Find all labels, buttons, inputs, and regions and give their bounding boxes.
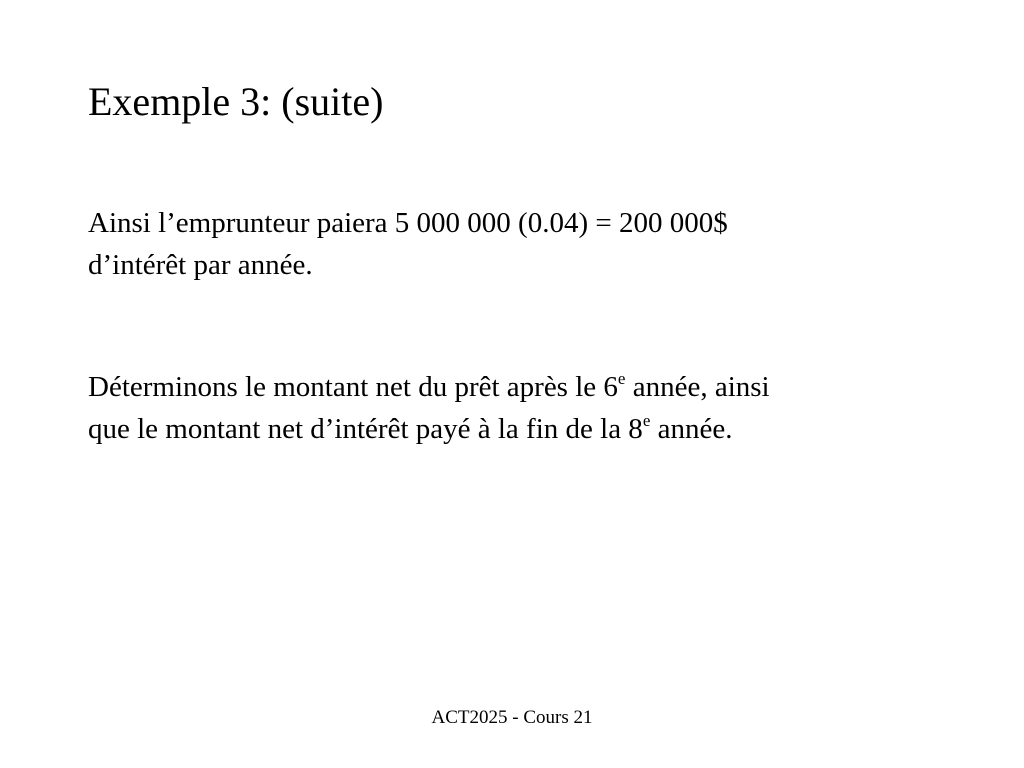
question-paragraph — [88, 366, 938, 450]
slide-footer: ACT2025 - Cours 21 — [431, 707, 593, 728]
slide-title: Exemple 3: (suite) — [88, 79, 384, 124]
paragraph1-line1: Ainsi l’emprunteur paiera 5 000 000 (0.04) = 200 000$ — [88, 207, 728, 239]
paragraph2-line1-text-end: année, ainsi — [625, 371, 770, 403]
paragraph2-line2-text-end: année. — [650, 413, 733, 445]
paragraph2-line1 — [88, 366, 938, 408]
paragraph2-line2-text: que le montant net d’intérêt payé à la fin de la 8 — [88, 413, 643, 445]
paragraph2-line2 — [88, 408, 938, 450]
ordinal-superscript: e — [617, 369, 626, 388]
paragraph2-line1-text: Déterminons le montant net du prêt après le 6 — [88, 371, 618, 403]
loan-interest-paragraph — [88, 202, 938, 286]
ordinal-superscript: e — [642, 411, 651, 430]
paragraph1-line2: d’intérêt par année. — [88, 249, 313, 281]
